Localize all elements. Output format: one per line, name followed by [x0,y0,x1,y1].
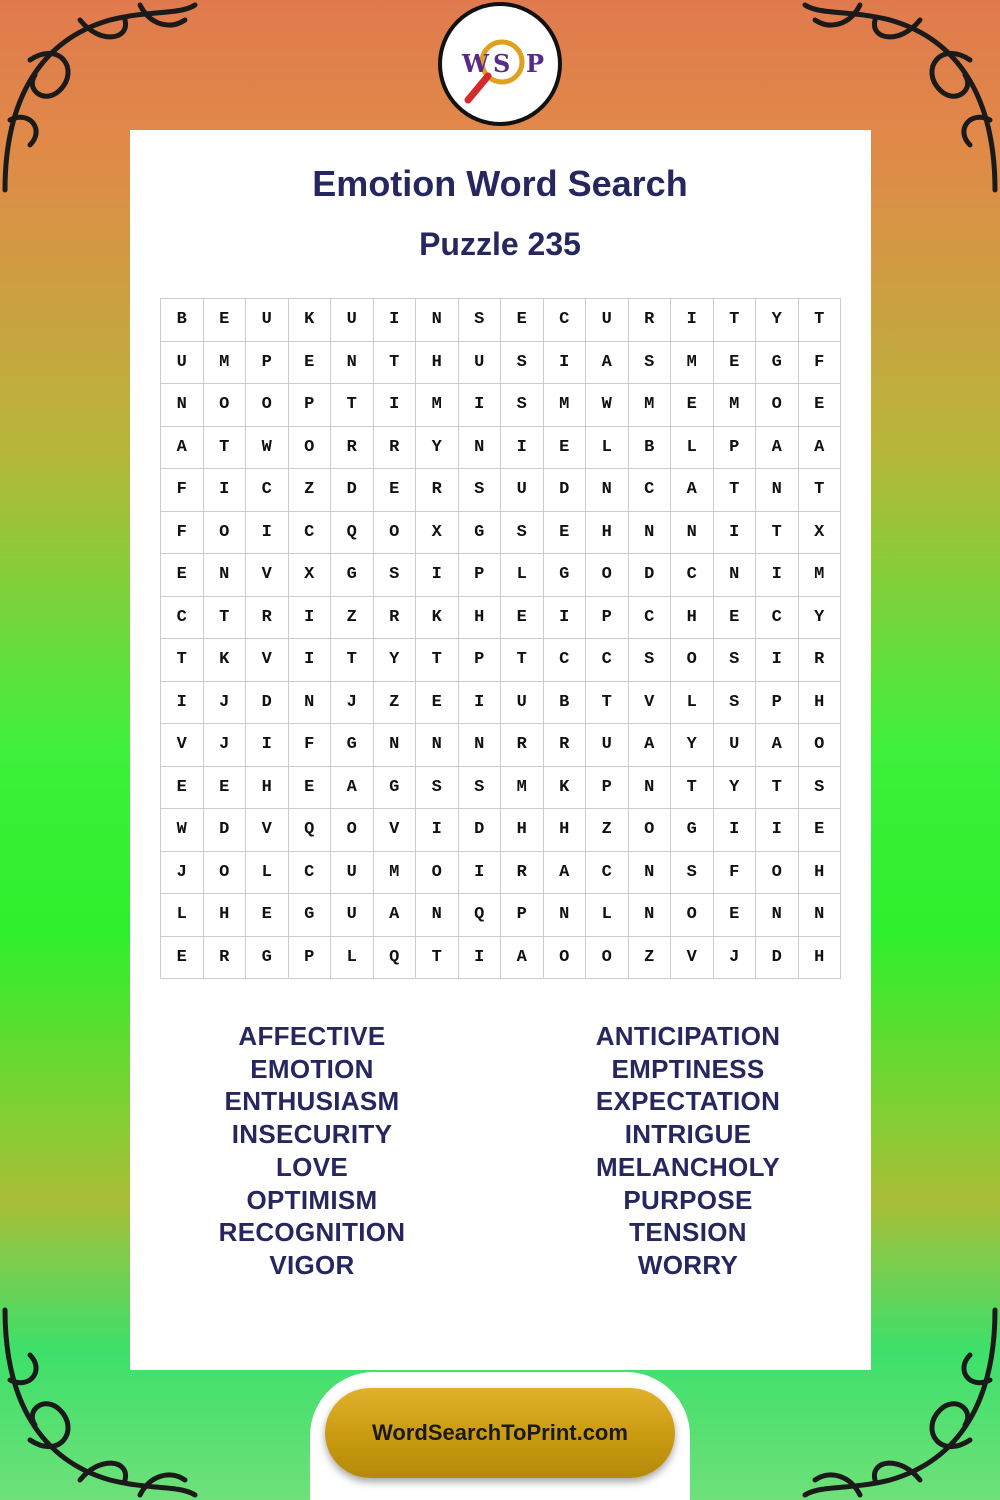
grid-cell[interactable]: T [799,299,842,342]
grid-cell[interactable]: C [161,597,204,640]
grid-cell[interactable]: F [714,852,757,895]
grid-cell[interactable]: S [671,852,714,895]
grid-cell[interactable]: E [714,597,757,640]
grid-cell[interactable]: H [586,512,629,555]
grid-cell[interactable]: D [204,809,247,852]
grid-cell[interactable]: U [714,724,757,767]
grid-cell[interactable]: L [246,852,289,895]
grid-cell[interactable]: A [629,724,672,767]
grid-cell[interactable]: S [459,767,502,810]
grid-cell[interactable]: R [204,937,247,980]
grid-cell[interactable]: I [714,512,757,555]
grid-cell[interactable]: O [586,937,629,980]
grid-cell[interactable]: W [161,809,204,852]
word-list-item: OPTIMISM [246,1184,378,1215]
grid-cell[interactable]: H [459,597,502,640]
grid-cell[interactable]: N [586,469,629,512]
grid-cell[interactable]: Z [586,809,629,852]
grid-cell[interactable]: I [544,342,587,385]
grid-cell[interactable]: L [331,937,374,980]
grid-cell[interactable]: N [671,512,714,555]
grid-cell[interactable]: P [586,767,629,810]
grid-cell[interactable]: O [331,809,374,852]
grid-cell[interactable]: I [246,724,289,767]
grid-cell[interactable]: T [756,512,799,555]
grid-cell[interactable]: O [799,724,842,767]
grid-cell[interactable]: E [374,469,417,512]
grid-cell[interactable]: S [501,342,544,385]
word-list-item: AFFECTIVE [238,1021,386,1051]
word-list-item: TENSION [629,1217,747,1248]
grid-cell[interactable]: O [374,512,417,555]
grid-cell[interactable]: G [289,894,332,937]
grid-cell[interactable]: P [756,682,799,725]
grid-cell[interactable]: N [289,682,332,725]
logo-letter-w: W [462,49,489,78]
grid-cell[interactable]: M [416,384,459,427]
grid-cell[interactable]: Z [374,682,417,725]
grid-cell[interactable]: E [501,299,544,342]
grid-cell[interactable]: D [459,809,502,852]
grid-cell[interactable]: I [204,469,247,512]
grid-cell[interactable]: Q [459,894,502,937]
grid-cell[interactable]: I [289,597,332,640]
grid-cell[interactable]: O [544,937,587,980]
grid-cell[interactable]: F [161,469,204,512]
grid-cell[interactable]: T [586,682,629,725]
grid-cell[interactable]: V [246,639,289,682]
grid-cell[interactable]: O [204,852,247,895]
grid-cell[interactable]: E [714,894,757,937]
grid-cell[interactable]: I [374,384,417,427]
grid-cell[interactable]: E [204,767,247,810]
grid-cell[interactable]: I [671,299,714,342]
grid-cell[interactable]: I [501,427,544,470]
grid-cell[interactable]: N [459,427,502,470]
grid-cell[interactable]: L [161,894,204,937]
grid-cell[interactable]: K [204,639,247,682]
footer-banner[interactable] [325,1388,675,1478]
grid-cell[interactable]: I [756,639,799,682]
grid-cell[interactable]: O [586,554,629,597]
grid-cell[interactable]: L [586,894,629,937]
grid-cell[interactable]: T [374,342,417,385]
grid-cell[interactable]: W [586,384,629,427]
grid-cell[interactable]: H [246,767,289,810]
grid-cell[interactable]: S [714,682,757,725]
grid-cell[interactable]: H [544,809,587,852]
grid-cell[interactable]: R [544,724,587,767]
grid-cell[interactable]: M [629,384,672,427]
grid-cell[interactable]: V [161,724,204,767]
grid-cell[interactable]: C [586,639,629,682]
grid-cell[interactable]: S [799,767,842,810]
grid-cell[interactable]: L [586,427,629,470]
grid-cell[interactable]: Y [799,597,842,640]
grid-cell[interactable]: X [416,512,459,555]
grid-cell[interactable]: T [161,639,204,682]
grid-cell[interactable]: M [544,384,587,427]
grid-cell[interactable]: N [544,894,587,937]
grid-cell[interactable]: Q [374,937,417,980]
grid-cell[interactable]: E [799,384,842,427]
grid-cell[interactable]: D [629,554,672,597]
grid-cell[interactable]: R [501,724,544,767]
grid-cell[interactable]: R [629,299,672,342]
grid-cell[interactable]: E [544,427,587,470]
grid-cell[interactable]: O [629,809,672,852]
grid-cell[interactable]: T [799,469,842,512]
grid-cell[interactable]: U [586,299,629,342]
grid-cell[interactable]: P [246,342,289,385]
grid-cell[interactable]: U [161,342,204,385]
grid-cell[interactable]: M [799,554,842,597]
word-list-item: VIGOR [269,1249,355,1280]
grid-cell[interactable]: Z [629,937,672,980]
grid-cell[interactable]: N [756,894,799,937]
grid-cell[interactable]: P [289,384,332,427]
grid-cell[interactable]: I [374,299,417,342]
grid-cell[interactable]: Y [416,427,459,470]
grid-cell[interactable]: P [289,937,332,980]
site-logo[interactable] [438,2,562,126]
grid-cell[interactable]: C [629,597,672,640]
grid-cell[interactable]: E [204,299,247,342]
grid-cell[interactable]: D [756,937,799,980]
grid-cell[interactable]: G [459,512,502,555]
grid-cell[interactable]: W [246,427,289,470]
grid-cell[interactable]: C [586,852,629,895]
grid-cell[interactable]: S [501,384,544,427]
grid-cell[interactable]: U [459,342,502,385]
grid-cell[interactable]: E [501,597,544,640]
grid-cell[interactable]: C [246,469,289,512]
grid-cell[interactable]: I [246,512,289,555]
grid-cell[interactable]: Y [374,639,417,682]
grid-cell[interactable]: L [671,682,714,725]
grid-cell[interactable]: D [331,469,374,512]
grid-cell[interactable]: S [714,639,757,682]
grid-cell[interactable]: Q [331,512,374,555]
grid-cell[interactable]: N [204,554,247,597]
grid-cell[interactable]: V [246,809,289,852]
word-list-item: LOVE [276,1151,348,1182]
grid-cell[interactable]: O [416,852,459,895]
grid-cell[interactable]: E [161,554,204,597]
grid-cell[interactable]: R [416,469,459,512]
word-list-item: WORRY [637,1249,739,1280]
grid-cell[interactable]: B [161,299,204,342]
word-list-item: EMOTION [250,1053,374,1084]
grid-cell[interactable]: R [246,597,289,640]
grid-cell[interactable]: F [799,342,842,385]
grid-cell[interactable]: J [331,682,374,725]
grid-cell[interactable]: H [799,682,842,725]
grid-cell[interactable]: V [671,937,714,980]
grid-cell[interactable]: Q [289,809,332,852]
grid-cell[interactable]: O [671,894,714,937]
grid-cell[interactable]: Z [331,597,374,640]
grid-cell[interactable]: S [501,512,544,555]
grid-cell[interactable]: H [416,342,459,385]
grid-cell[interactable]: Y [714,767,757,810]
grid-cell[interactable]: O [756,852,799,895]
grid-cell[interactable]: E [544,512,587,555]
grid-cell[interactable]: V [246,554,289,597]
grid-cell[interactable]: E [416,682,459,725]
grid-cell[interactable]: J [204,724,247,767]
grid-cell[interactable]: B [629,427,672,470]
grid-cell[interactable]: I [459,937,502,980]
grid-cell[interactable]: X [289,554,332,597]
letter-grid [160,298,841,979]
grid-cell[interactable]: A [374,894,417,937]
grid-cell[interactable]: E [161,767,204,810]
word-list-right [538,1020,838,1282]
grid-cell[interactable]: I [416,554,459,597]
grid-cell[interactable]: O [756,384,799,427]
grid-cell[interactable]: G [671,809,714,852]
grid-cell[interactable]: S [629,639,672,682]
grid-cell[interactable]: Y [671,724,714,767]
grid-cell[interactable]: E [671,384,714,427]
puzzle-number: Puzzle 235 [419,226,581,262]
grid-cell[interactable]: I [161,682,204,725]
grid-cell[interactable]: N [459,724,502,767]
grid-cell[interactable]: C [629,469,672,512]
grid-cell[interactable]: C [289,852,332,895]
grid-cell[interactable]: M [714,384,757,427]
grid-cell[interactable]: E [161,937,204,980]
grid-cell[interactable]: Z [289,469,332,512]
grid-cell[interactable]: H [799,852,842,895]
grid-cell[interactable]: O [289,427,332,470]
grid-cell[interactable]: A [799,427,842,470]
grid-cell[interactable]: J [714,937,757,980]
grid-cell[interactable]: T [671,767,714,810]
grid-cell[interactable]: F [161,512,204,555]
grid-cell[interactable]: N [756,469,799,512]
grid-cell[interactable]: T [501,639,544,682]
grid-cell[interactable]: T [416,937,459,980]
word-list-item: ENTHUSIASM [224,1086,400,1117]
grid-cell[interactable]: R [374,427,417,470]
grid-cell[interactable]: T [756,767,799,810]
grid-cell[interactable]: I [459,852,502,895]
grid-cell[interactable]: A [544,852,587,895]
grid-cell[interactable]: I [459,682,502,725]
grid-cell[interactable]: M [204,342,247,385]
grid-cell[interactable]: N [629,512,672,555]
grid-cell[interactable]: A [161,427,204,470]
grid-cell[interactable]: H [799,937,842,980]
grid-cell[interactable]: V [374,809,417,852]
grid-cell[interactable]: O [246,384,289,427]
grid-cell[interactable]: C [289,512,332,555]
grid-cell[interactable]: J [161,852,204,895]
grid-cell[interactable]: C [544,639,587,682]
grid-cell[interactable]: I [289,639,332,682]
grid-cell[interactable]: R [501,852,544,895]
grid-cell[interactable]: C [544,299,587,342]
grid-cell[interactable]: T [204,597,247,640]
grid-cell[interactable]: P [714,427,757,470]
grid-cell[interactable]: U [501,469,544,512]
grid-cell[interactable]: G [331,554,374,597]
grid-cell[interactable]: T [331,384,374,427]
grid-cell[interactable]: M [671,342,714,385]
grid-cell[interactable]: A [586,342,629,385]
grid-cell[interactable]: U [501,682,544,725]
grid-cell[interactable]: N [416,724,459,767]
word-list-item: EXPECTATION [595,1086,781,1117]
grid-cell[interactable]: T [714,299,757,342]
grid-cell[interactable]: U [246,299,289,342]
grid-cell[interactable]: L [501,554,544,597]
grid-cell[interactable]: P [459,639,502,682]
word-list-item: INSECURITY [231,1119,393,1150]
grid-cell[interactable]: O [204,512,247,555]
grid-cell[interactable]: E [714,342,757,385]
grid-cell[interactable]: A [331,767,374,810]
logo-letter-p: P [526,49,545,78]
grid-cell[interactable]: H [501,809,544,852]
grid-cell[interactable]: V [629,682,672,725]
grid-cell[interactable]: H [204,894,247,937]
grid-cell[interactable]: N [629,894,672,937]
grid-cell[interactable]: N [714,554,757,597]
grid-cell[interactable]: F [289,724,332,767]
grid-cell[interactable]: T [331,639,374,682]
word-list-item: RECOGNITION [218,1217,406,1248]
grid-cell[interactable]: I [544,597,587,640]
grid-cell[interactable]: S [459,299,502,342]
grid-cell[interactable]: A [756,427,799,470]
grid-cell[interactable]: H [671,597,714,640]
grid-cell[interactable]: K [544,767,587,810]
grid-cell[interactable]: P [586,597,629,640]
grid-cell[interactable]: E [799,809,842,852]
grid-cell[interactable]: G [756,342,799,385]
grid-cell[interactable]: G [544,554,587,597]
grid-cell[interactable]: S [416,767,459,810]
grid-cell[interactable]: E [246,894,289,937]
grid-cell[interactable]: E [289,342,332,385]
grid-cell[interactable]: M [374,852,417,895]
grid-cell[interactable]: S [459,469,502,512]
grid-cell[interactable]: R [331,427,374,470]
grid-cell[interactable]: U [331,852,374,895]
grid-cell[interactable]: U [331,299,374,342]
grid-cell[interactable]: I [756,554,799,597]
grid-cell[interactable]: M [501,767,544,810]
grid-cell[interactable]: U [586,724,629,767]
grid-cell[interactable]: O [671,639,714,682]
grid-cell[interactable]: I [459,384,502,427]
grid-cell[interactable]: N [331,342,374,385]
grid-cell[interactable]: R [799,639,842,682]
grid-cell[interactable]: Y [756,299,799,342]
grid-cell[interactable]: I [416,809,459,852]
grid-cell[interactable]: S [374,554,417,597]
grid-cell[interactable]: T [714,469,757,512]
word-list-item: INTRIGUE [624,1119,752,1150]
grid-cell[interactable]: J [204,682,247,725]
grid-cell[interactable]: E [289,767,332,810]
word-list-item: EMPTINESS [611,1053,765,1084]
grid-cell[interactable]: S [629,342,672,385]
word-list-item: MELANCHOLY [595,1151,781,1182]
grid-cell[interactable]: N [416,299,459,342]
grid-cell[interactable]: N [374,724,417,767]
grid-cell[interactable]: N [629,852,672,895]
grid-cell[interactable]: T [416,639,459,682]
grid-cell[interactable]: C [756,597,799,640]
grid-cell[interactable]: L [671,427,714,470]
page-title: Emotion Word Search [312,163,688,204]
grid-cell[interactable]: K [289,299,332,342]
grid-cell[interactable]: I [756,809,799,852]
grid-cell[interactable]: G [331,724,374,767]
grid-cell[interactable]: N [799,894,842,937]
grid-cell[interactable]: N [416,894,459,937]
grid-cell[interactable]: D [246,682,289,725]
grid-cell[interactable]: P [501,894,544,937]
word-list-item: PURPOSE [623,1184,753,1215]
grid-cell[interactable]: N [161,384,204,427]
grid-cell[interactable]: T [204,427,247,470]
grid-cell[interactable]: B [544,682,587,725]
grid-cell[interactable]: A [756,724,799,767]
grid-cell[interactable]: K [416,597,459,640]
grid-cell[interactable]: N [629,767,672,810]
grid-cell[interactable]: A [671,469,714,512]
grid-cell[interactable]: G [374,767,417,810]
logo-letter-s: S [493,49,511,78]
grid-cell[interactable]: I [714,809,757,852]
footer-site-link[interactable]: WordSearchToPrint.com [372,1420,628,1445]
grid-cell[interactable]: U [331,894,374,937]
grid-cell[interactable]: G [246,937,289,980]
grid-cell[interactable]: A [501,937,544,980]
grid-cell[interactable]: O [204,384,247,427]
grid-cell[interactable]: X [799,512,842,555]
grid-cell[interactable]: P [459,554,502,597]
word-list-item: ANTICIPATION [595,1021,781,1051]
grid-cell[interactable]: R [374,597,417,640]
word-list-left [162,1020,462,1282]
grid-cell[interactable]: D [544,469,587,512]
grid-cell[interactable]: C [671,554,714,597]
